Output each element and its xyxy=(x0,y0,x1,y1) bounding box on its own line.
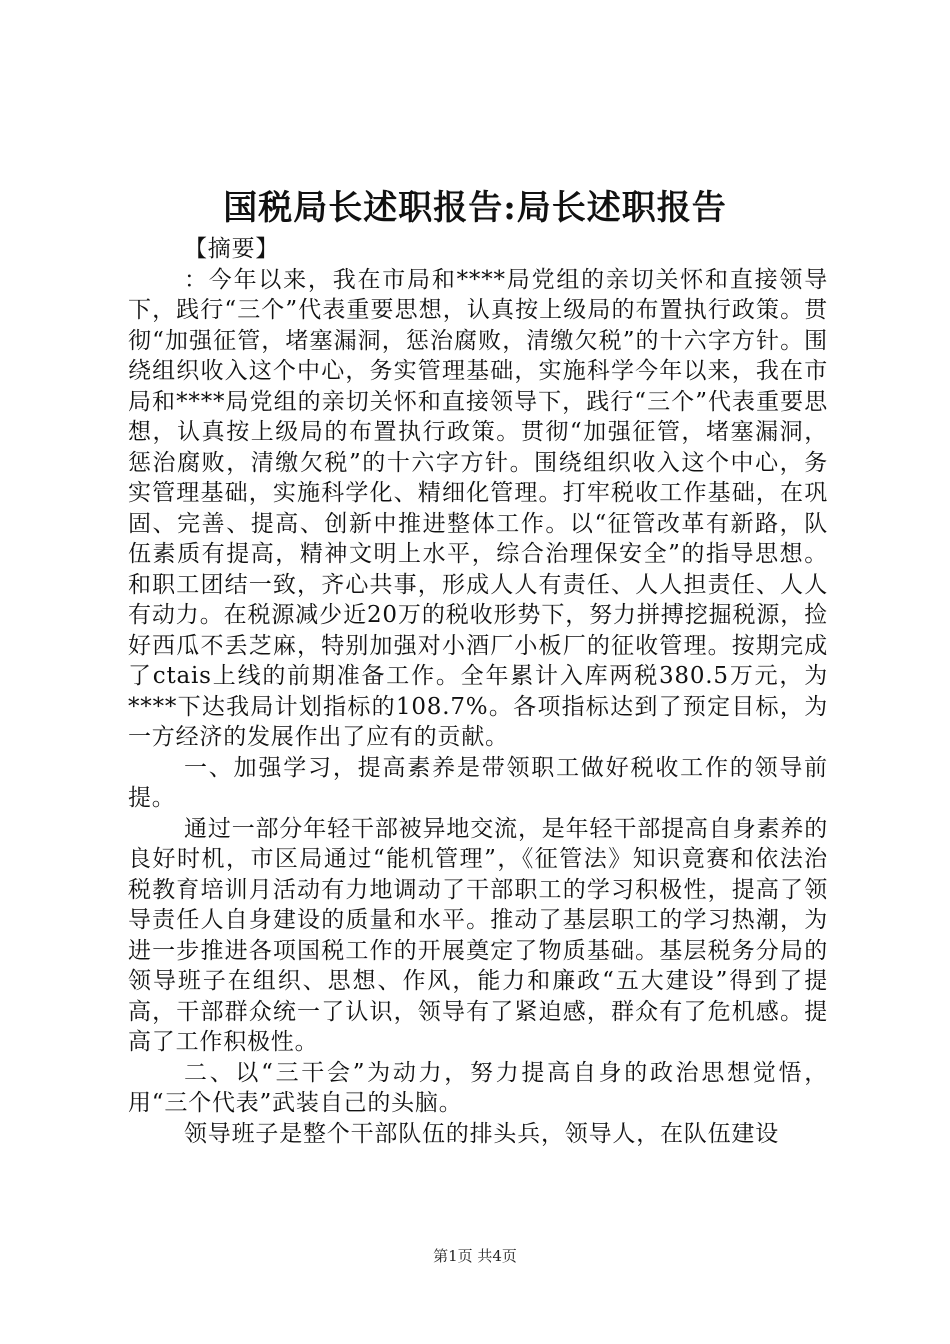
summary-label: 【摘要】 xyxy=(184,236,280,262)
page-footer: 第1页 共4页 xyxy=(433,1247,517,1265)
document-title: 国税局长述职报告:局长述职报告 xyxy=(223,188,727,228)
paragraph: ：今年以来，我在市局和****局党组的亲切关怀和直接领导下，践行“三个”代表重要思想，认真按上级局的布置执行政策。贯彻“加强征管，堵塞漏洞，惩治腐败，清缴欠税”的十六字方针。围绕组织收入这个中心，务实管理基础，实施科学今年以来，我在市局和****局党组的亲切关怀和直接领导下，践行“三个”代表重要思想，认真按上级局的布置执行政策。贯彻“加强征管，堵塞漏洞，惩治腐败，清缴欠税”的十六字方针。围绕组织收入这个中心，务实管理基础，实施科学化、精细化管理。打牢税收工作基础，在巩固、完善、提高、创新中推进整体工作。以“征管改革有新路，队伍素质有提高，精神文明上水平，综合治理保安全”的指导思想。和职工团结一致，齐心共事，形成人人有责任、人人担责任、人人有动力。在税源减少近20万的税收形势下，努力拼搏挖掘税源，捡好西瓜不丢芝麻，特别加强对小酒厂小板厂的征收管理。按期完成了ctais上线的前期准备工作。全年累计入库两税380.5万元，为****下达我局计划指标的108.7%。各项指标达到了预定目标，为一方经济的发展作出了应有的贡献。 xyxy=(128,266,828,750)
document-body xyxy=(128,234,828,1149)
paragraph: 通过一部分年轻干部被异地交流，是年轻干部提高自身素养的良好时机，市区局通过“能机管理”，《征管法》知识竟赛和依法治税教育培训月活动有力地调动了干部职工的学习积极性，提高了领导责任人自身建设的质量和水平。推动了基层职工的学习热潮，为进一步推进各项国税工作的开展奠定了物质基础。基层税务分局的领导班子在组织、思想、作风，能力和廉政“五大建设”得到了提高，干部群众统一了认识，领导有了紧迫感，群众有了危机感。提高了工作积极性。 xyxy=(128,815,828,1055)
section-heading: 一、加强学习，提高素养是带领职工做好税收工作的领导前提。 xyxy=(128,754,828,811)
paragraph: 领导班子是整个干部队伍的排头兵，领导人，在队伍建设 xyxy=(184,1120,779,1147)
section-heading: 二、以“三干会”为动力，努力提高自身的政治思想觉悟，用“三个代表”武装自己的头脑。 xyxy=(128,1059,828,1116)
